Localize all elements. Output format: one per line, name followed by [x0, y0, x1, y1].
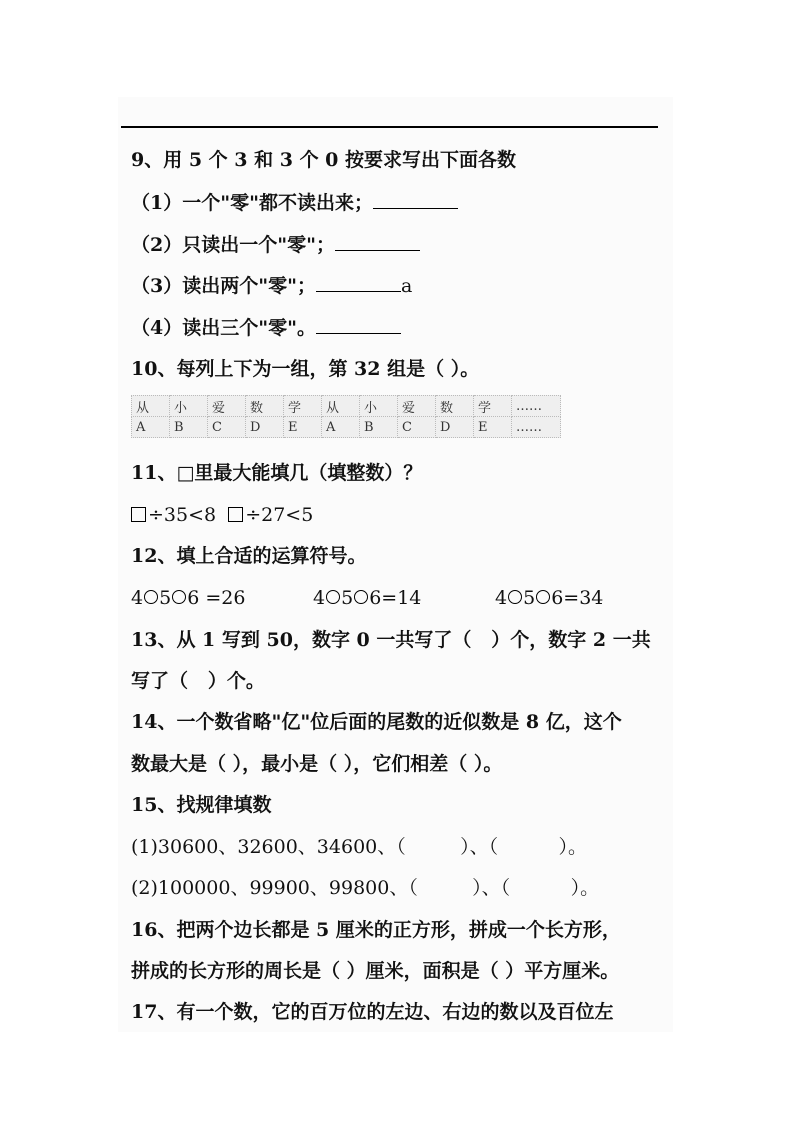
q12-title: 12、填上合适的运算符号。 [131, 545, 367, 567]
q12-expression-3: 4 5 6=34 [495, 587, 604, 609]
q13-line-2: 写了（ ）个。 [131, 670, 265, 692]
answer-blank[interactable] [316, 315, 401, 334]
table-cell: …… [512, 417, 561, 438]
operator-circle[interactable] [536, 590, 550, 604]
table-cell: 学 [474, 396, 512, 417]
q14-line-2: 数最大是（ ），最小是（ ），它们相差（ ）。 [131, 753, 503, 775]
table-cell: 从 [132, 396, 170, 417]
q13-line-1: 13、从 1 写到 50，数字 0 一共写了（ ）个，数字 2 一共 [131, 629, 651, 651]
q16-line-2: 拼成的长方形的周长是（ ）厘米，面积是（ ）平方厘米。 [131, 960, 620, 982]
operator-circle[interactable] [144, 590, 158, 604]
q10-title: 10、每列上下为一组，第 32 组是（ ）。 [131, 358, 480, 380]
q11-title: 11、□里最大能填几（填整数）？ [131, 462, 423, 484]
q15-title: 15、找规律填数 [131, 794, 272, 816]
answer-box[interactable] [131, 507, 146, 522]
table-cell: 爱 [208, 396, 246, 417]
table-cell: A [322, 417, 360, 438]
q11-expressions: ÷35<8 ÷27<5 [131, 503, 313, 527]
answer-blank[interactable] [335, 232, 420, 251]
q9-item-1: （1）一个"零"都不读出来； [131, 190, 458, 215]
q17-line-1: 17、有一个数，它的百万位的左边、右边的数以及百位左 [131, 1001, 614, 1023]
table-cell: C [208, 417, 246, 438]
operator-circle[interactable] [172, 590, 186, 604]
table-cell: 从 [322, 396, 360, 417]
q9-item-4: （4）读出三个"零"。 [131, 315, 401, 340]
operator-circle[interactable] [326, 590, 340, 604]
q9-item-2: （2）只读出一个"零"； [131, 232, 420, 257]
table-cell: D [246, 417, 284, 438]
table-cell: E [284, 417, 322, 438]
table-cell: 爱 [398, 396, 436, 417]
q15-line-2: (2)100000、99900、99800、（ ）、（ ）。 [131, 877, 600, 899]
q9-title: 9、用 5 个 3 和 3 个 0 按要求写出下面各数 [131, 149, 517, 171]
table-cell: 数 [246, 396, 284, 417]
table-cell: D [436, 417, 474, 438]
table-row [132, 396, 561, 417]
q14-line-1: 14、一个数省略"亿"位后面的尾数的近似数是 8 亿，这个 [131, 711, 622, 733]
table-cell: C [398, 417, 436, 438]
operator-circle[interactable] [354, 590, 368, 604]
q12-expression-1: 4 5 6 =26 [131, 587, 246, 609]
q16-line-1: 16、把两个边长都是 5 厘米的正方形，拼成一个长方形， [131, 919, 621, 941]
q15-line-1: (1)30600、32600、34600、（ ）、（ ）。 [131, 836, 587, 858]
table-cell: B [170, 417, 208, 438]
table-cell: 学 [284, 396, 322, 417]
q9-item-3: （3）读出两个"零"； a [131, 275, 413, 297]
table-cell: …… [512, 396, 561, 417]
table-row [132, 417, 561, 438]
table-cell: 数 [436, 396, 474, 417]
table-cell: B [360, 417, 398, 438]
header-rule [121, 126, 658, 128]
table-cell: 小 [360, 396, 398, 417]
table-cell: E [474, 417, 512, 438]
operator-circle[interactable] [508, 590, 522, 604]
table-cell: A [132, 417, 170, 438]
answer-blank[interactable] [316, 273, 401, 292]
q12-expression-2: 4 5 6=14 [313, 587, 422, 609]
answer-box[interactable] [228, 507, 243, 522]
answer-blank[interactable] [373, 190, 458, 209]
sequence-table [131, 395, 561, 438]
table-cell: 小 [170, 396, 208, 417]
